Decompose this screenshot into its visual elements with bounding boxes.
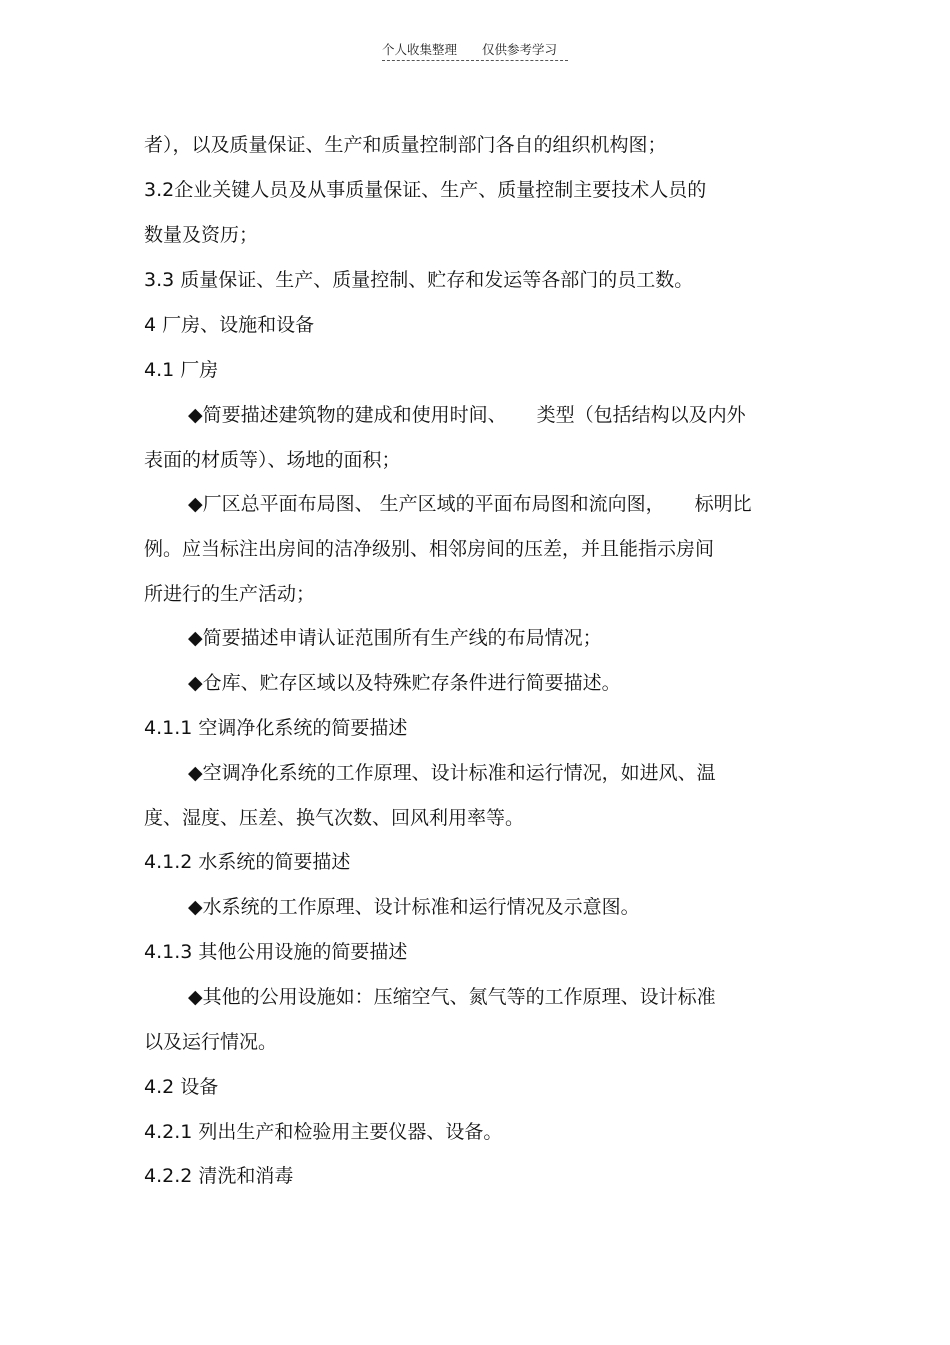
bullet-line: ◆空调净化系统的工作原理、设计标准和运行情况，如进风、温 [188,762,716,784]
text-line: 数量及资历； [144,224,259,246]
bullet-text-continued: 标明比 [694,493,752,515]
text-line: 度、湿度、压差、换气次数、回风利用率等。 [144,807,525,829]
bullet-line: ◆简要描述申请认证范围所有生产线的布局情况； [188,627,602,649]
bullet-line [188,492,752,516]
bullet-line [188,403,746,427]
header-right-text: 仅供参考学习 [482,42,558,57]
bullet-line: ◆水系统的工作原理、设计标准和运行情况及示意图。 [188,896,640,918]
section-heading: 4 厂房、设施和设备 [144,314,315,336]
section-heading: 4.2 设备 [144,1076,219,1098]
bullet-line: ◆其他的公用设施如：压缩空气、氮气等的工作原理、设计标准 [188,986,716,1008]
text-line: 所进行的生产活动； [144,583,316,605]
text-line: 3.2企业关键人员及从事质量保证、生产、质量控制主要技术人员的 [144,179,707,201]
text-line: 以及运行情况。 [144,1031,278,1053]
section-heading: 4.2.2 清洗和消毒 [144,1165,294,1187]
text-line: 表面的材质等）、场地的面积； [144,449,401,471]
bullet-line: ◆仓库、贮存区域以及特殊贮存条件进行简要描述。 [188,672,621,694]
section-heading: 3.3 质量保证、生产、质量控制、贮存和发运等各部门的员工数。 [144,269,694,291]
bullet-text-continued: 类型（包括结构以及内外 [536,404,746,426]
page-header [382,38,568,61]
section-heading: 4.2.1 列出生产和检验用主要仪器、设备。 [144,1121,503,1143]
section-heading: 4.1.1 空调净化系统的简要描述 [144,717,408,739]
bullet-text: ◆简要描述建筑物的建成和使用时间、 [188,404,507,426]
section-heading: 4.1 厂房 [144,359,219,381]
section-heading: 4.1.2 水系统的简要描述 [144,851,351,873]
text-line: 者），以及质量保证、生产和质量控制部门各自的组织机构图； [144,134,667,156]
bullet-text: ◆厂区总平面布局图、 生产区域的平面布局图和流向图， [188,493,665,515]
header-left-text: 个人收集整理 [382,42,458,57]
text-line: 例。应当标注出房间的洁净级别、相邻房间的压差，并且能指示房间 [144,538,715,560]
section-heading: 4.1.3 其他公用设施的简要描述 [144,941,408,963]
